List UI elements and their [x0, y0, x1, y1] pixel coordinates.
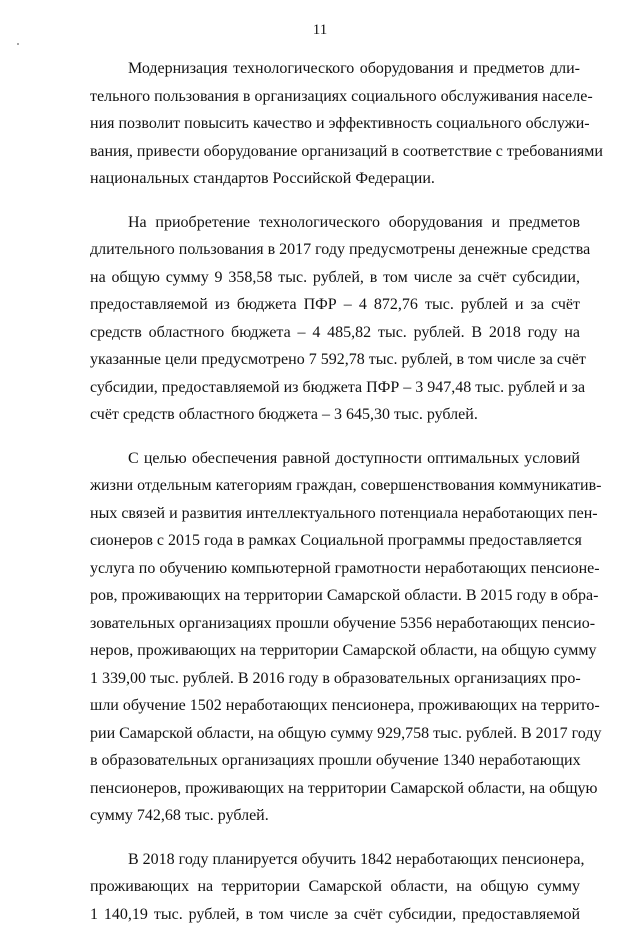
paragraph-gap — [90, 830, 580, 846]
text-line: вания, привести оборудование организаций в соответствие с требованиями — [90, 138, 580, 166]
text-line: субсидии, предоставляемой из бюджета ПФР – 3 947,48 тыс. рублей и за — [90, 374, 580, 402]
text-line: длительного пользования в 2017 году предусмотрены денежные средства — [90, 236, 580, 264]
paragraph — [90, 55, 580, 193]
text-line: 1 140,19 тыс. рублей, в том числе за счёт субсидии, предоставляемой — [90, 901, 580, 928]
text-line: в образовательных организациях прошли обучение 1340 неработающих — [90, 747, 580, 775]
text-line: Модернизация технологического оборудования и предметов дли- — [90, 55, 580, 83]
text-line: проживающих на территории Самарской области, на общую сумму — [90, 873, 580, 901]
paragraph-gap — [90, 429, 580, 445]
text-line: С целью обеспечения равной доступности оптимальных условий — [90, 445, 580, 473]
paragraph — [90, 445, 580, 830]
text-line: На приобретение технологического оборудования и предметов — [90, 209, 580, 237]
text-line: средств областного бюджета – 4 485,82 тыс. рублей. В 2018 году на — [90, 319, 580, 347]
text-line: пенсионеров, проживающих на территории Самарской области, на общую — [90, 775, 580, 803]
text-line: счёт средств областного бюджета – 3 645,30 тыс. рублей. — [90, 401, 580, 429]
document-body — [90, 55, 580, 928]
text-line: неров, проживающих на территории Самарской области, на общую сумму — [90, 637, 580, 665]
text-line: услуга по обучению компьютерной грамотности неработающих пенсионе- — [90, 555, 580, 583]
text-line: национальных стандартов Российской Федерации. — [90, 165, 580, 193]
text-line: указанные цели предусмотрено 7 592,78 тыс. рублей, в том числе за счёт — [90, 346, 580, 374]
text-line: ров, проживающих на территории Самарской области. В 2015 году в обра- — [90, 582, 580, 610]
paragraph — [90, 846, 580, 928]
text-line: на общую сумму 9 358,58 тыс. рублей, в том числе за счёт субсидии, — [90, 264, 580, 292]
text-line: тельного пользования в организациях социального обслуживания населе- — [90, 83, 580, 111]
scan-mark — [17, 43, 19, 45]
text-line: 1 339,00 тыс. рублей. В 2016 году в образовательных организациях про- — [90, 665, 580, 693]
text-line: В 2018 году планируется обучить 1842 неработающих пенсионера, — [90, 846, 580, 874]
page-number: 11 — [0, 22, 640, 39]
text-line: сумму 742,68 тыс. рублей. — [90, 802, 580, 830]
text-line: сионеров с 2015 года в рамках Социальной программы предоставляется — [90, 527, 580, 555]
text-line: шли обучение 1502 неработающих пенсионера, проживающих на террито- — [90, 692, 580, 720]
text-line: ния позволит повысить качество и эффективность социального обслужи- — [90, 110, 580, 138]
text-line: рии Самарской области, на общую сумму 929,758 тыс. рублей. В 2017 году — [90, 720, 580, 748]
text-line: ных связей и развития интеллектуального потенциала неработающих пен- — [90, 500, 580, 528]
text-line: предоставляемой из бюджета ПФР – 4 872,76 тыс. рублей и за счёт — [90, 291, 580, 319]
text-line: зовательных организациях прошли обучение 5356 неработающих пенсио- — [90, 610, 580, 638]
paragraph-gap — [90, 193, 580, 209]
text-line: жизни отдельным категориям граждан, совершенствования коммуникатив- — [90, 472, 580, 500]
paragraph — [90, 209, 580, 429]
